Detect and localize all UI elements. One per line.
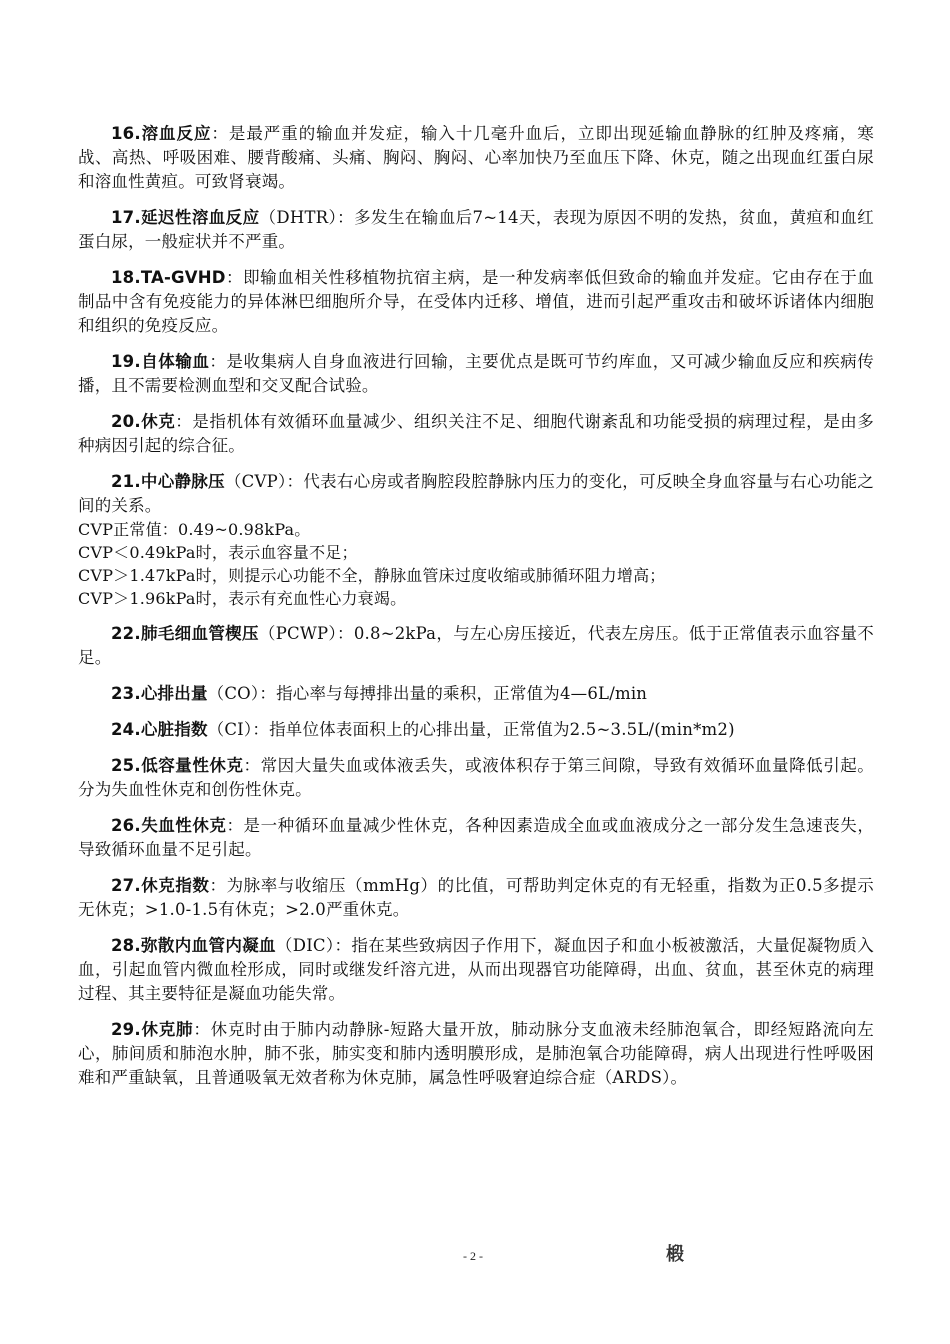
entry-term: 24.心脏指数 [111, 720, 208, 739]
entry-17 [78, 206, 874, 254]
entry-text: 指在某些致病因子作用下，凝血因子和血小板被激活，大量促凝物质入血，引起血管内微血栓形成，同时或继发纤溶亢进，从而出现器官功能障碍，出血、贫血，甚至休克的病理过程、其主要特征是凝血功能失常。 [78, 936, 875, 1003]
entry-text: 是收集病人自身血液进行回输，主要优点是既可节约库血，又可减少输血反应和疾病传播，且不需要检测血型和交叉配合试验。 [78, 352, 875, 395]
entry-term: 18.TA-GVHD [111, 268, 226, 287]
entry-term: 25.低容量性休克 [111, 756, 244, 775]
entry-21 [78, 470, 874, 518]
cvp-line: CVP正常值：0.49~0.98kPa。 [78, 520, 311, 539]
entry-separator: ： [226, 816, 244, 835]
page-number: - 2 - [463, 1249, 483, 1263]
entry-separator: ： [175, 412, 193, 431]
entry-text: 是一种循环血量减少性休克，各种因素造成全血或血液成分之一部分发生急速丧失，导致循环血量不足引起。 [78, 816, 875, 859]
entry-term: 22.肺毛细血管楔压 [111, 624, 259, 643]
entry-text: 休克时由于肺内动静脉-短路大量开放，肺动脉分支血液未经肺泡氧合，即经短路流向左心，肺间质和肺泡水肿，肺不张，肺实变和肺内透明膜形成，是肺泡氧合功能障碍，病人出现进行性呼吸困难和严重缺氧，且普通吸氧无效者称为休克肺，属急性呼吸窘迫综合症（ARDS）。 [78, 1020, 874, 1087]
entry-24 [78, 718, 874, 742]
entry-text: 多发生在输血后7~14天，表现为原因不明的发热，贫血，黄疸和血红蛋白尿，一般症状并不严重。 [78, 208, 875, 251]
entry-separator: ： [243, 756, 261, 775]
entry-term: 28.弥散内血管内凝血 [111, 936, 276, 955]
entry-separator: ： [211, 124, 229, 143]
entry-separator: ： [193, 1020, 211, 1039]
cvp-line: CVP＞1.96kPa时，表示有充血性心力衰竭。 [78, 589, 407, 608]
entry-text: 指心率与每搏排出量的乘积，正常值为4—6L/min [276, 684, 648, 703]
entry-term: 20.休克 [111, 412, 176, 431]
entry-separator: ： [209, 876, 227, 895]
entry-term: 27.休克指数 [111, 876, 210, 895]
entry-text: 即输血相关性移植物抗宿主病，是一种发病率低但致命的输血并发症。它由存在于血制品中含有免疫能力的异体淋巴细胞所介导，在受体内迁移、增值，进而引起严重攻击和破坏诉诸体内细胞和组织的免疫反应。 [78, 268, 875, 335]
entry-separator: （DIC）： [275, 936, 352, 955]
entry-term: 26.失血性休克 [111, 816, 227, 835]
entry-text: 代表右心房或者胸腔段腔静脉内压力的变化，可反映全身血容量与右心功能之间的关系。 [78, 472, 875, 515]
entry-18 [78, 266, 874, 338]
entry-text: 0.8~2kPa，与左心房压接近，代表左房压。低于正常值表示血容量不足。 [78, 624, 875, 667]
entry-22 [78, 622, 874, 670]
entry-separator: （CVP）： [224, 472, 304, 491]
entry-23 [78, 682, 874, 706]
entry-text: 为脉率与收缩压（mmHg）的比值，可帮助判定休克的有无轻重，指数为正0.5多提示无休克；>1.0-1.5有休克；>2.0严重休克。 [78, 876, 875, 919]
entry-term: 29.休克肺 [111, 1020, 194, 1039]
entry-19 [78, 350, 874, 398]
entry-text: 是最严重的输血并发症，输入十几毫升血后，立即出现延输血静脉的红肿及疼痛，寒战、高热、呼吸困难、腰背酸痛、头痛、胸闷、胸闷、心率加快乃至血压下降、休克，随之出现血红蛋白尿和溶血性黄疸。可致肾衰竭。 [78, 124, 874, 191]
entry-16 [78, 122, 874, 194]
entry-separator: （CI）： [207, 720, 270, 739]
entry-separator: （DHTR）： [259, 208, 355, 227]
entry-term: 17.延迟性溶血反应 [111, 208, 260, 227]
footer-mark: 椴 [666, 1244, 684, 1265]
entry-20 [78, 410, 874, 458]
entry-28 [78, 934, 874, 1006]
cvp-values [78, 518, 874, 610]
glossary-content [78, 122, 874, 1102]
entry-term: 23.心排出量 [111, 684, 208, 703]
entry-term: 16.溶血反应 [111, 124, 212, 143]
entry-27 [78, 874, 874, 922]
entry-separator: ： [209, 352, 227, 371]
entry-term: 19.自体输血 [111, 352, 210, 371]
entry-text: 是指机体有效循环血量减少、组织关注不足、细胞代谢紊乱和功能受损的病理过程，是由多种病因引起的综合征。 [78, 412, 875, 455]
cvp-line: CVP＜0.49kPa时，表示血容量不足； [78, 543, 358, 562]
entry-text: 指单位体表面积上的心排出量，正常值为2.5~3.5L/(min*m2) [269, 720, 735, 739]
entry-separator: （PCWP）： [258, 624, 354, 643]
entry-25 [78, 754, 874, 802]
entry-separator: （CO）： [207, 684, 277, 703]
entry-text: 常因大量失血或体液丢失，或液体积存于第三间隙，导致有效循环血量降低引起。分为失血性休克和创伤性休克。 [78, 756, 875, 799]
entry-26 [78, 814, 874, 862]
entry-term: 21.中心静脉压 [111, 472, 225, 491]
cvp-line: CVP＞1.47kPa时，则提示心功能不全，静脉血管床过度收缩或肺循环阻力增高； [78, 566, 666, 585]
entry-29 [78, 1018, 874, 1090]
entry-separator: ： [225, 268, 244, 287]
